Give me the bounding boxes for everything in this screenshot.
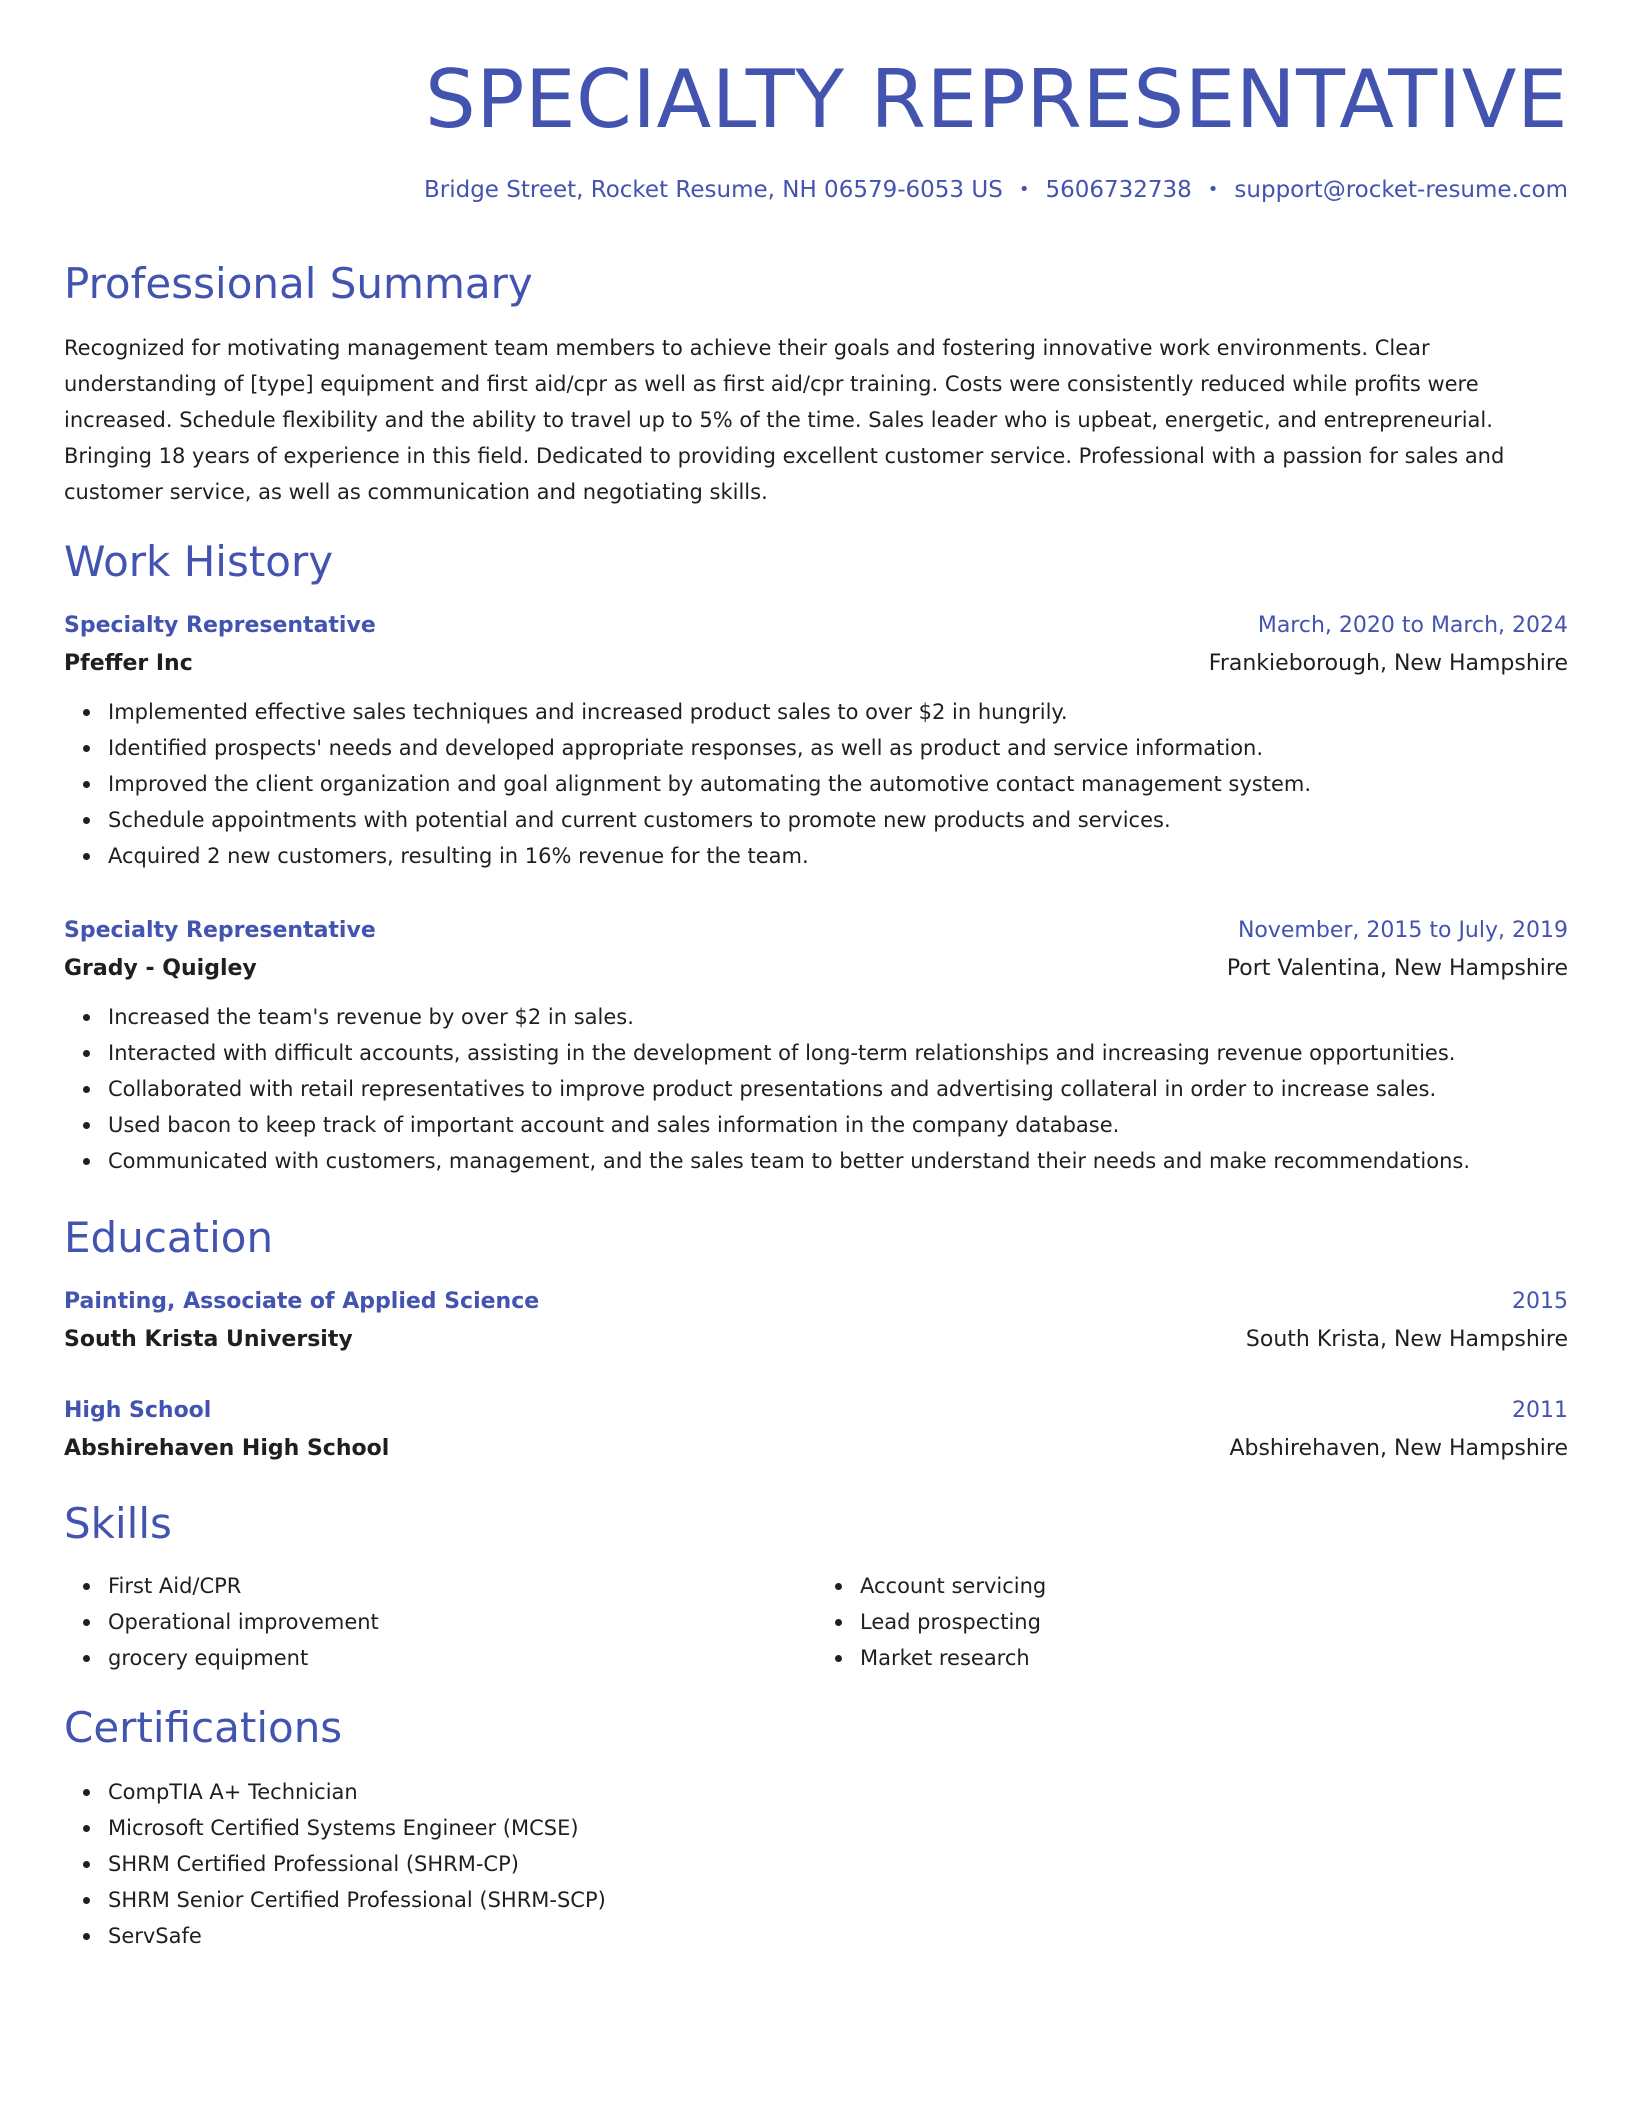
job-location: Frankieborough, New Hampshire: [1208, 651, 1568, 676]
list-item: SHRM Certified Professional (SHRM-CP): [108, 1846, 1568, 1882]
list-item: Acquired 2 new customers, resulting in 16% revenue for the team.: [108, 838, 1568, 874]
address: Bridge Street, Rocket Resume, NH 06579-6053 US: [423, 177, 1003, 203]
section-title-summary: Professional Summary: [64, 259, 533, 308]
job-company: Pfeffer Inc: [64, 651, 193, 676]
job-location: Port Valentina, New Hampshire: [1226, 956, 1568, 981]
list-item: Account servicing: [860, 1568, 1568, 1604]
list-item: Improved the client organization and goal alignment by automating the automotive contact management system.: [108, 766, 1568, 802]
phone: 5606732738: [1045, 177, 1192, 203]
job-entry: [64, 608, 1568, 874]
list-item: Operational improvement: [108, 1604, 816, 1640]
school-location: South Krista, New Hampshire: [1245, 1327, 1568, 1352]
list-item: Lead prospecting: [860, 1604, 1568, 1640]
education-entry: [64, 1284, 1568, 1360]
section-title-certifications: Certifications: [64, 1703, 343, 1752]
job-bullets: [64, 999, 1568, 1179]
contact-line: [424, 174, 1568, 208]
education-header: [64, 1284, 1568, 1320]
skills-list-right: [816, 1568, 1568, 1676]
education-year: 2015: [1512, 1289, 1568, 1314]
education-entry: [64, 1393, 1568, 1469]
summary-text: Recognized for motivating management team members to achieve their goals and fostering innovative work environments. Clear understanding of [type] equipment and first aid/cpr as well as first aid/cpr training. Costs were consistently reduced while profits were increased. Schedule flexibility and the ability to travel up to 5% of the time. Sales leader who is upbeat, energetic, and entrepreneurial. Bringing 18 years of experience in this field. Dedicated to providing excellent customer service. Professional with a passion for sales and customer service, as well as communication and negotiating skills.: [64, 336, 1505, 504]
job-dates: March, 2020 to March, 2024: [1257, 613, 1568, 638]
job-company: Grady - Quigley: [64, 956, 257, 981]
email[interactable]: support@rocket-resume.com: [1234, 177, 1568, 203]
list-item: Communicated with customers, management, and the sales team to better understand their needs and make recommendations.: [108, 1143, 1568, 1179]
school-name: South Krista University: [64, 1327, 353, 1352]
list-item: Interacted with difficult accounts, assisting in the development of long-term relationships and increasing revenue opportunities.: [108, 1035, 1568, 1071]
education-header: [64, 1393, 1568, 1429]
education-school-row: [64, 1320, 1568, 1360]
candidate-name: SPECIALTY REPRESENTATIVE: [424, 53, 1568, 146]
list-item: Identified prospects' needs and developed appropriate responses, as well as product and service information.: [108, 730, 1568, 766]
list-item: Implemented effective sales techniques and increased product sales to over $2 in hungrily.: [108, 694, 1568, 730]
skills-columns: [64, 1568, 1568, 1676]
list-item: Market research: [860, 1640, 1568, 1676]
education-year: 2011: [1512, 1398, 1568, 1423]
section-title-education: Education: [64, 1213, 274, 1262]
separator: •: [1018, 179, 1030, 200]
list-item: ServSafe: [108, 1918, 1568, 1954]
school-location: Abshirehaven, New Hampshire: [1229, 1436, 1568, 1461]
degree: Painting, Associate of Applied Science: [64, 1289, 540, 1314]
job-header: [64, 608, 1568, 644]
job-company-row: [64, 949, 1568, 989]
school-name: Abshirehaven High School: [64, 1436, 390, 1461]
list-item: Collaborated with retail representatives to improve product presentations and advertising collateral in order to increase sales.: [108, 1071, 1568, 1107]
list-item: Increased the team's revenue by over $2 in sales.: [108, 999, 1568, 1035]
skills-list-left: [64, 1568, 816, 1676]
list-item: First Aid/CPR: [108, 1568, 816, 1604]
section-title-work: Work History: [64, 537, 334, 586]
list-item: grocery equipment: [108, 1640, 816, 1676]
list-item: Schedule appointments with potential and current customers to promote new products and services.: [108, 802, 1568, 838]
list-item: SHRM Senior Certified Professional (SHRM-SCP): [108, 1882, 1568, 1918]
job-dates: November, 2015 to July, 2019: [1237, 918, 1568, 943]
list-item: Used bacon to keep track of important account and sales information in the company database.: [108, 1107, 1568, 1143]
list-item: CompTIA A+ Technician: [108, 1774, 1568, 1810]
job-bullets: [64, 694, 1568, 874]
degree: High School: [64, 1398, 212, 1423]
certifications-list: [64, 1774, 1568, 1954]
separator: •: [1207, 179, 1219, 200]
job-company-row: [64, 644, 1568, 684]
section-title-skills: Skills: [64, 1499, 172, 1548]
list-item: Microsoft Certified Systems Engineer (MCSE): [108, 1810, 1568, 1846]
job-role: Specialty Representative: [64, 918, 376, 943]
job-header: [64, 913, 1568, 949]
education-school-row: [64, 1429, 1568, 1469]
job-role: Specialty Representative: [64, 613, 376, 638]
job-entry: [64, 913, 1568, 1179]
